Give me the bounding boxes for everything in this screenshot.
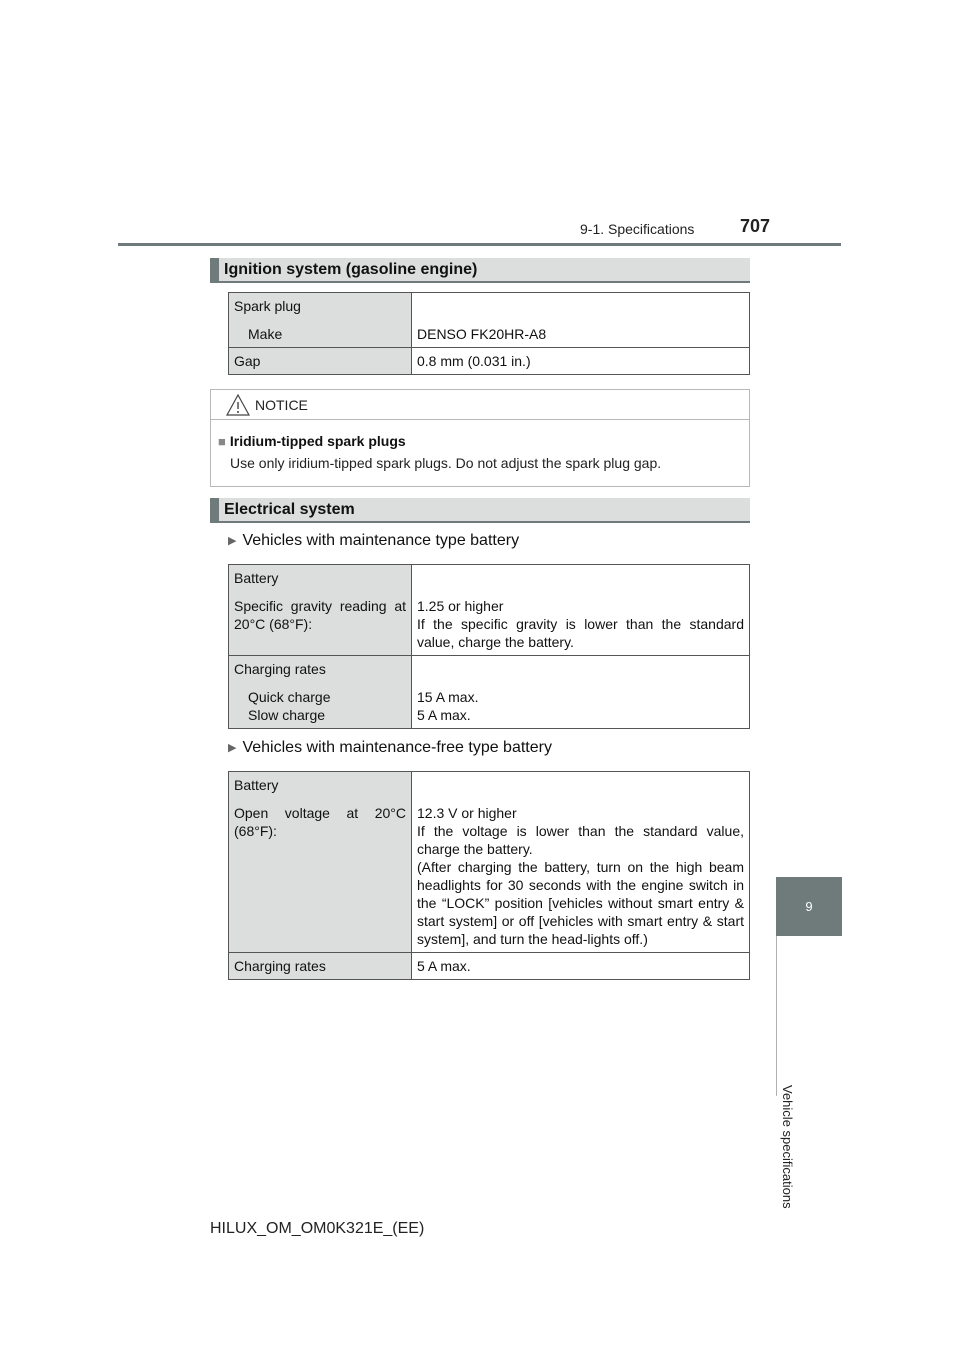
quick-charge-value: 15 A max. bbox=[417, 689, 479, 705]
document-code: HILUX_OM_OM0K321E_(EE) bbox=[210, 1220, 425, 1237]
battery-cell bbox=[229, 772, 412, 953]
maintenance-free-intro: ▶ Vehicles with maintenance-free type battery bbox=[228, 739, 552, 756]
notice-title: NOTICE bbox=[255, 397, 308, 413]
charging-rates-value: 5 A max. bbox=[412, 953, 750, 980]
table-row bbox=[229, 772, 750, 953]
slow-charge-label: Slow charge bbox=[248, 707, 326, 723]
maintenance-type-intro: ▶ Vehicles with maintenance type battery bbox=[228, 532, 520, 549]
gap-value: 0.8 mm (0.031 in.) bbox=[412, 348, 750, 375]
voltage-value-cell bbox=[412, 772, 750, 953]
triangle-bullet-icon: ▶ bbox=[228, 742, 237, 754]
voltage-value: 12.3 V or higher bbox=[417, 805, 517, 821]
battery-label: Battery bbox=[234, 570, 279, 586]
side-divider bbox=[776, 936, 777, 1096]
maintenance-free-battery-table bbox=[228, 771, 750, 980]
triangle-bullet-icon: ▶ bbox=[228, 535, 237, 547]
voltage-note: If the voltage is lower than the standard value, charge the battery. bbox=[417, 823, 744, 857]
gravity-value-cell bbox=[412, 565, 750, 656]
gravity-value: 1.25 or higher bbox=[417, 598, 504, 614]
chapter-number: 9 bbox=[805, 899, 813, 914]
section-reference: 9-1. Specifications bbox=[580, 221, 695, 237]
charging-label: Charging rates bbox=[234, 661, 326, 677]
charging-cell bbox=[229, 656, 412, 729]
square-bullet-icon: ■ bbox=[218, 434, 226, 449]
ignition-table bbox=[228, 292, 750, 375]
make-value-cell bbox=[412, 293, 750, 348]
charging-value-cell bbox=[412, 656, 750, 729]
table-row bbox=[229, 293, 750, 348]
notice-subheading: ■ Iridium-tipped spark plugs bbox=[218, 433, 406, 449]
warning-icon bbox=[226, 394, 250, 416]
table-row bbox=[229, 953, 750, 980]
maintenance-battery-table bbox=[228, 564, 750, 729]
electrical-heading: Electrical system bbox=[210, 498, 750, 523]
battery-label: Battery bbox=[234, 777, 279, 793]
gravity-note: If the specific gravity is lower than the standard value, charge the battery. bbox=[417, 616, 744, 650]
make-label: Make bbox=[248, 326, 283, 342]
battery-cell bbox=[229, 565, 412, 656]
voltage-instructions: (After charging the battery, turn on the high beam headlights for 30 seconds with the engine switch in the “LOCK” position [vehicles without smart entry & start system] or off [vehicles with smart entry & start system], and turn the head-lights off.) bbox=[417, 859, 744, 947]
spark-plug-label: Spark plug bbox=[234, 298, 301, 314]
chapter-label: Vehicle specifications bbox=[780, 1085, 795, 1209]
make-value: DENSO FK20HR-A8 bbox=[417, 326, 547, 342]
header-divider bbox=[118, 243, 841, 246]
table-row bbox=[229, 565, 750, 656]
table-row bbox=[229, 656, 750, 729]
voltage-label: Open voltage at 20°C (68°F): bbox=[234, 805, 406, 839]
quick-charge-label: Quick charge bbox=[248, 689, 331, 705]
spark-plug-cell bbox=[229, 293, 412, 348]
gap-label: Gap bbox=[229, 348, 412, 375]
slow-charge-value: 5 A max. bbox=[417, 707, 471, 723]
ignition-heading: Ignition system (gasoline engine) bbox=[210, 258, 750, 283]
notice-header bbox=[211, 390, 749, 420]
notice-box bbox=[210, 389, 750, 487]
page-number: 707 bbox=[740, 216, 771, 236]
gravity-label: Specific gravity reading at 20°C (68°F): bbox=[234, 598, 406, 632]
chapter-tab[interactable] bbox=[776, 877, 842, 936]
notice-body: Use only iridium-tipped spark plugs. Do not adjust the spark plug gap. bbox=[230, 455, 662, 471]
charging-rates-label: Charging rates bbox=[229, 953, 412, 980]
table-row bbox=[229, 348, 750, 375]
